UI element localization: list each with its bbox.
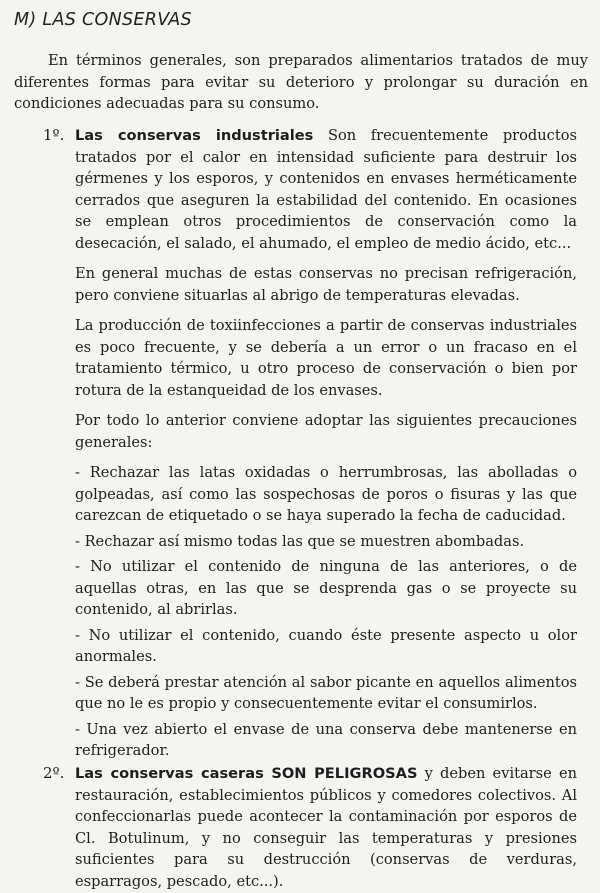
section-lead-text: y deben evitarse en restauración, establecimientos públicos y comedores colectivos. Al confeccionarlas puede acontecer la contaminación por esporos de Cl. Botulinum, y no conseguir las temperaturas y presiones suficientes para su destrucción (conservas de verduras, esparragos, pescado, etc...).	[75, 765, 577, 890]
intro-paragraph: En términos generales, son preparados alimentarios tratados de muy diferentes formas para evitar su deterioro y prolongar su duración en condiciones adecuadas para su consumo.	[14, 52, 588, 112]
section-lead-text: Son frecuentemente productos tratados por el calor en intensidad suficiente para destruir los gérmenes y los esporos, y contenidos en envases herméticamente cerrados que aseguren la estabilidad del contenido. En ocasiones se emplean otros procedimientos de conservación como la desecación, el salado, el ahumado, el empleo de medio ácido, etc...	[75, 127, 577, 252]
section-number: 2º.	[43, 764, 65, 782]
section-title: Las conservas caseras	[75, 765, 264, 782]
precaution-item: - Rechazar así mismo todas las que se muestren abombadas.	[75, 532, 525, 550]
section-title: Las conservas industriales	[75, 127, 314, 144]
section-lead-paragraph	[75, 125, 577, 254]
precaution-item: - No utilizar el contenido, cuando éste presente aspecto u olor anormales.	[75, 626, 577, 665]
section-homemade-preserves	[43, 763, 577, 892]
page-heading: M) LAS CONSERVAS	[14, 10, 192, 30]
paragraph-toxiinfections: La producción de toxiinfecciones a partir de conservas industriales es poco frecuente, y se debería a un error o un fracaso en el tratamiento térmico, u otro proceso de conservación o bien por rotura de la estanqueidad de los envases.	[75, 317, 577, 399]
section-warning: SON PELIGROSAS	[263, 765, 418, 782]
paragraph-precautions-intro: Por todo lo anterior conviene adoptar las siguientes precauciones generales:	[75, 412, 577, 451]
section-number: 1º.	[43, 126, 65, 144]
precaution-item: - Rechazar las latas oxidadas o herrumbrosas, las abolladas o golpeadas, así como las sospechosas de poros o fisuras y las que carezcan de etiquetado o se haya superado la fecha de caducidad.	[75, 464, 577, 524]
precaution-item: - No utilizar el contenido de ninguna de las anteriores, o de aquellas otras, en las que se desprenda gas o se proyecte su contenido, al abrirlas.	[75, 558, 577, 618]
precaution-item: - Se deberá prestar atención al sabor picante en aquellos alimentos que no le es propio y consecuentemente evitar el consumirlos.	[75, 673, 577, 712]
section-industrial-preserves	[43, 125, 577, 762]
section-lead-paragraph	[75, 763, 577, 892]
precaution-item: - Una vez abierto el envase de una conserva debe mantenerse en refrigerador.	[75, 720, 577, 759]
paragraph-refrigeration: En general muchas de estas conservas no precisan refrigeración, pero conviene situarlas al abrigo de temperaturas elevadas.	[75, 265, 577, 304]
